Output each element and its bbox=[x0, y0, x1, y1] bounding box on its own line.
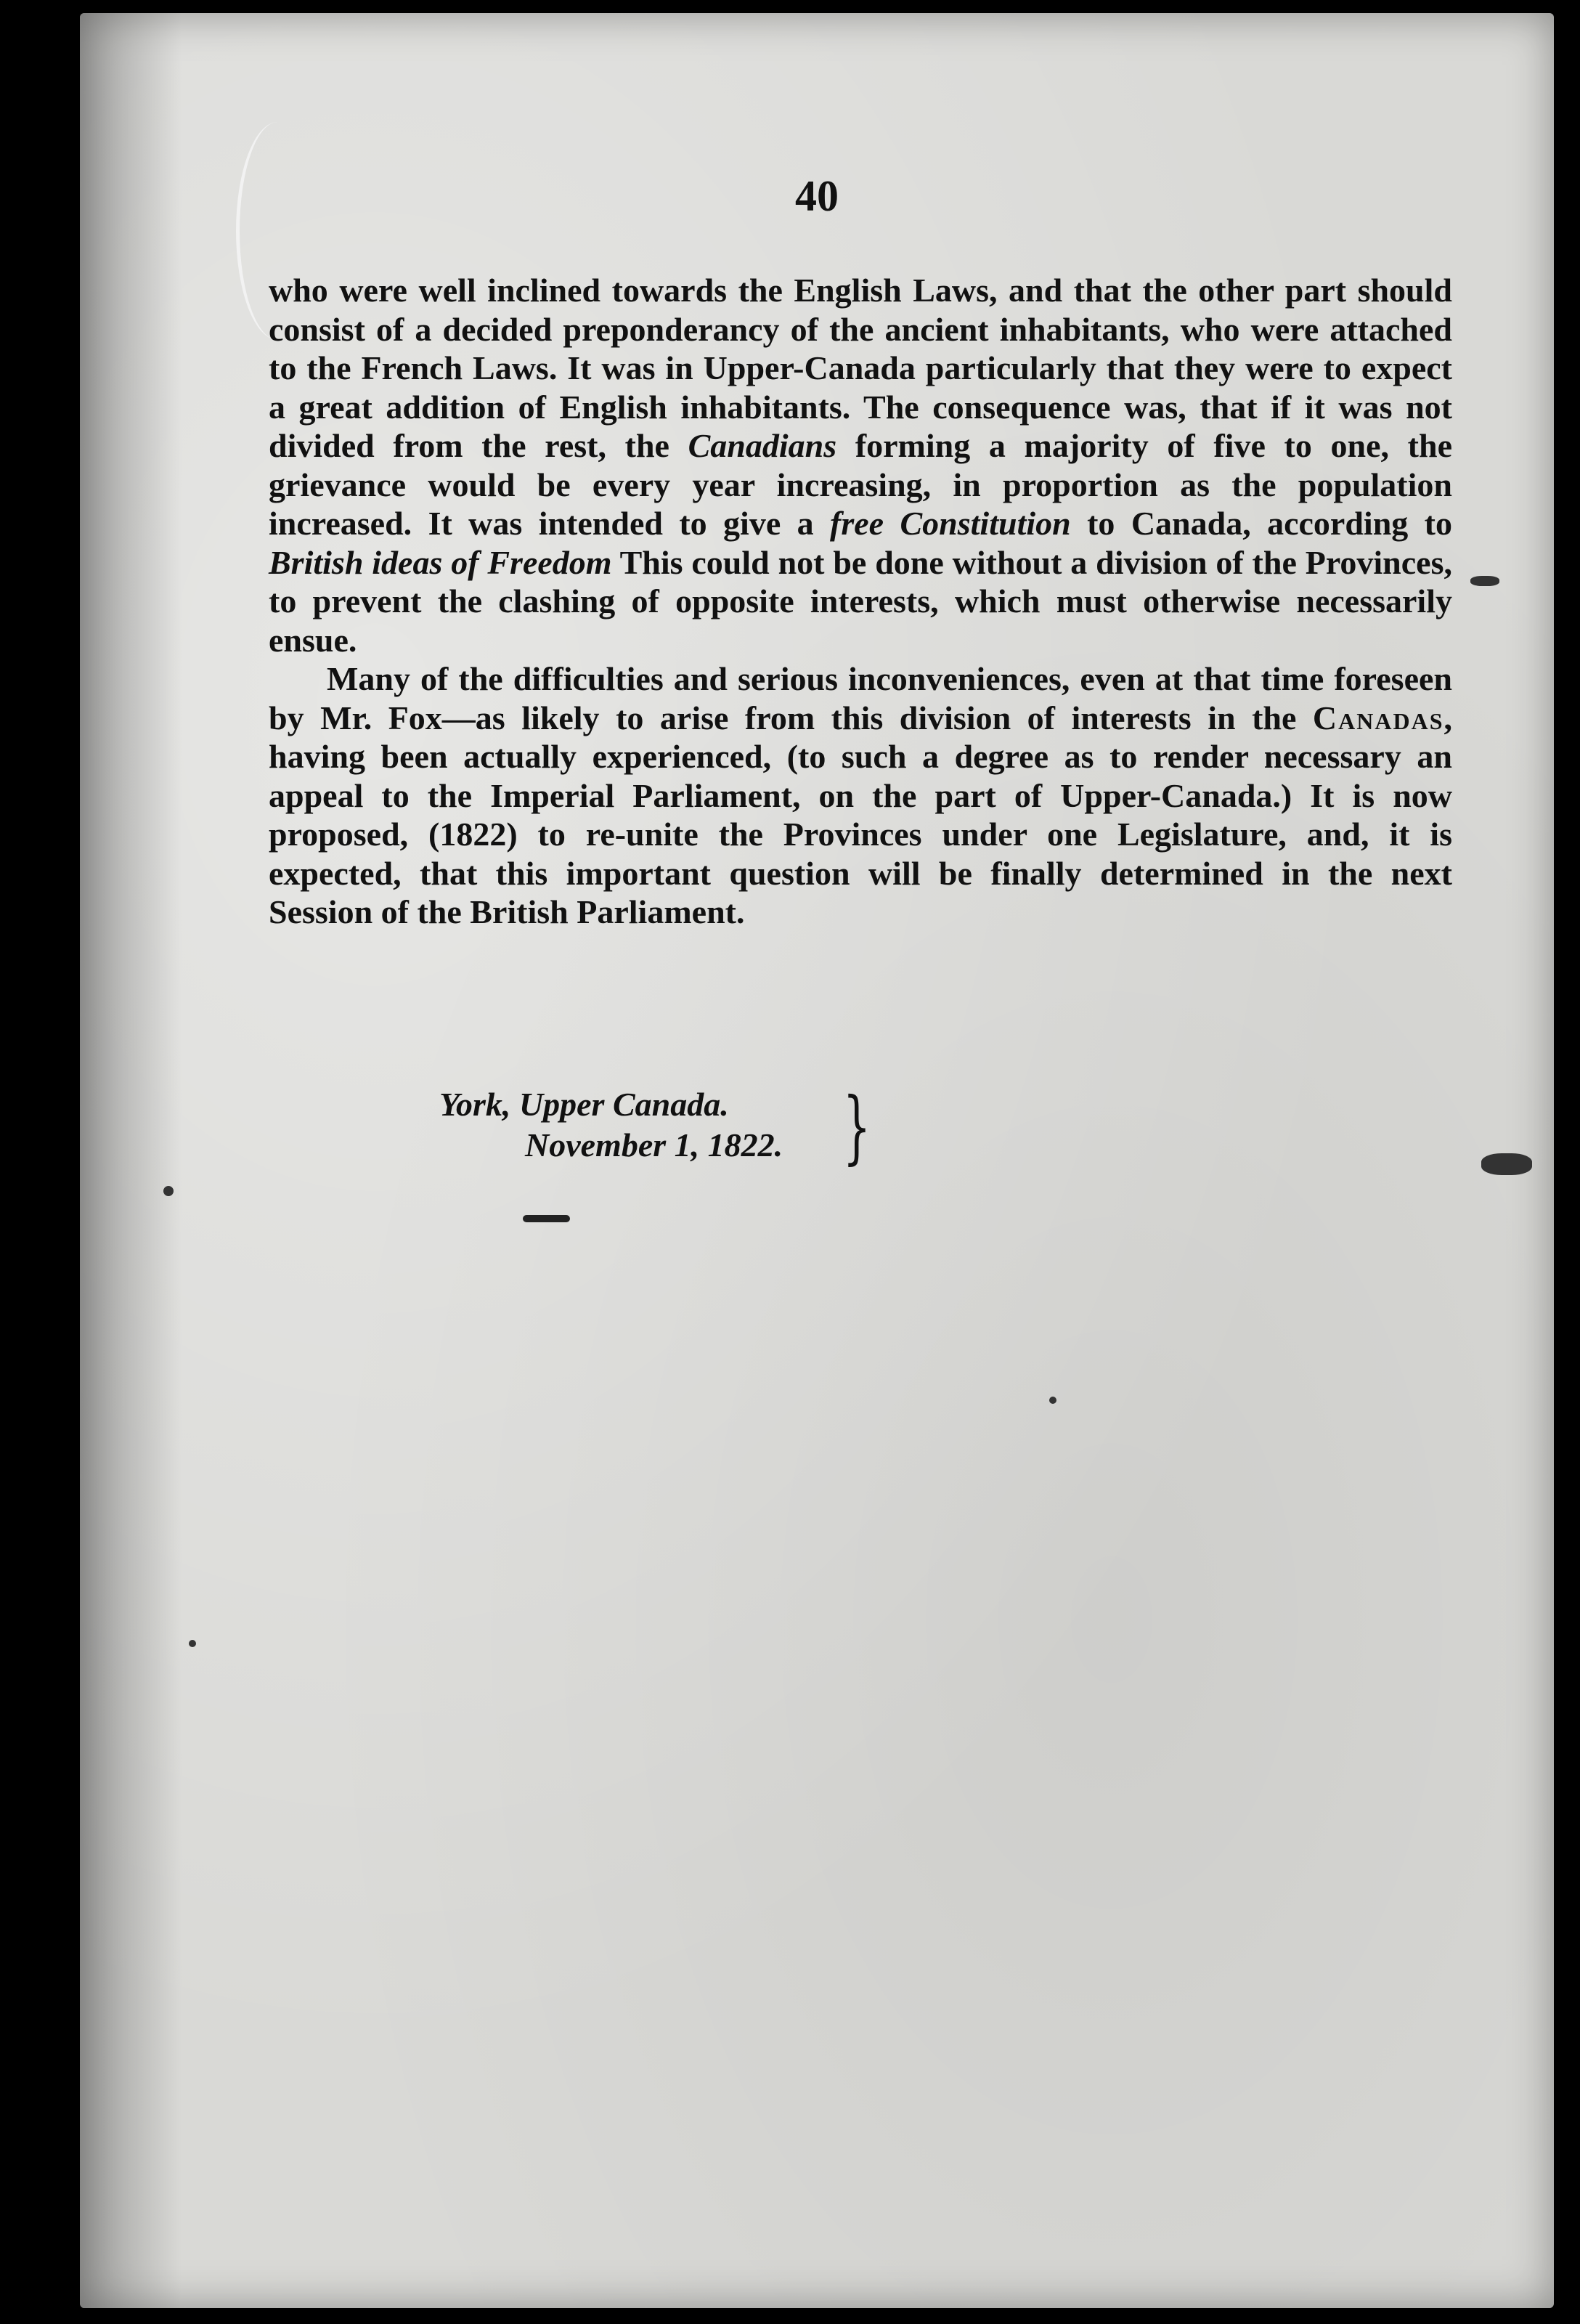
signature-place: York, Upper Canada. bbox=[439, 1086, 729, 1123]
page-edge-shadow bbox=[80, 13, 182, 2308]
paragraph-2-part-1: Many of the difficulties and serious inconveniences, even at that time foreseen by Mr. Fox—as likely to arise from this division of interests in the bbox=[269, 660, 1452, 736]
ink-smudge bbox=[1481, 1153, 1532, 1175]
page-number: 40 bbox=[795, 172, 839, 220]
ink-dash-mark bbox=[523, 1215, 570, 1222]
paragraph-2 bbox=[269, 659, 1452, 932]
signature-date: November 1, 1822. bbox=[525, 1126, 783, 1163]
ink-smudge bbox=[1470, 576, 1499, 586]
signature-block bbox=[439, 1084, 783, 1166]
document-page bbox=[80, 13, 1554, 2308]
paragraph-1 bbox=[269, 271, 1452, 659]
ink-speck bbox=[189, 1640, 196, 1647]
small-caps-canadas: Canadas bbox=[1312, 699, 1444, 736]
emphasis-free-constitution: free Constitution bbox=[830, 505, 1071, 542]
paragraph-1-part-7: This could not be done without a division of the Provinces, to prevent the clashing of opposite interests, which must otherwise necessarily ensue. bbox=[269, 543, 1453, 659]
body-text bbox=[269, 271, 1452, 932]
paragraph-2-part-3: , having been actually experienced, (to such a degree as to render necessary an appeal to the Imperial Parliament, on the part of Upper-Canada.) It is now proposed, (1822) to re-unite the Provinces under one Legislature, and, it is expected, that this important question will be finally determined in the next Session of the British Parliament. bbox=[269, 699, 1452, 930]
ink-speck bbox=[163, 1186, 174, 1196]
paragraph-1-part-3: forming a majority of five to one, the grievance would be every year increasing, in proportion as the population increased. It was intended to give a bbox=[269, 427, 1452, 542]
emphasis-british-ideas: British ideas of Freedom bbox=[269, 543, 612, 581]
emphasis-canadians: Canadians bbox=[688, 427, 837, 464]
brace-icon: } bbox=[842, 1080, 871, 1173]
paragraph-1-part-1: who were well inclined towards the English Laws, and that the other part should consist of a decided preponderancy of the ancient inhabitants, who were attached to the French Laws. It was in Upper-Canada particularly that they were to expect a great addition of English inhabitants. The consequence was, that if it was not divided from the rest, the bbox=[269, 272, 1452, 464]
paragraph-1-part-5: to Canada, according to bbox=[1070, 505, 1452, 542]
ink-speck bbox=[1049, 1397, 1056, 1404]
